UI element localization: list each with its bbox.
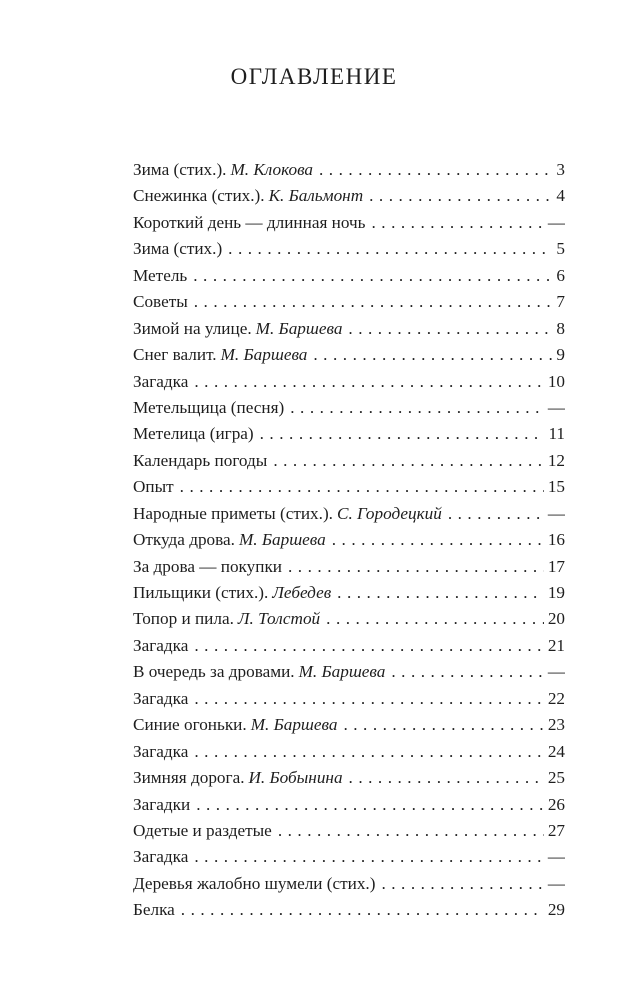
entry-title: За дрова — покупки <box>133 556 283 576</box>
entry-title: Пильщики (стих.). <box>133 583 269 602</box>
toc-entry <box>133 369 565 395</box>
toc-entry <box>133 342 565 368</box>
entry-title: Загадки <box>133 794 191 814</box>
entry-title: Зимой на улице. <box>133 318 252 338</box>
dot-leader <box>381 871 543 897</box>
dot-leader <box>228 236 552 262</box>
toc-entry <box>133 210 565 236</box>
entry-title: Метель <box>133 265 188 285</box>
entry-title: Зима (стих.) <box>133 239 223 259</box>
entry-page: 15 <box>547 477 565 497</box>
toc-entry <box>133 395 565 421</box>
toc-entry <box>133 580 565 606</box>
entry-author: М. Баршева <box>298 662 386 682</box>
entry-title: Белка <box>133 900 175 920</box>
toc-entry <box>133 554 565 580</box>
entry-title: Загадка <box>133 688 189 708</box>
entry-page: 29 <box>547 900 565 920</box>
entry-author: М. Баршева <box>220 345 308 365</box>
entry-page: 9 <box>556 345 565 365</box>
entry-page: — <box>547 397 565 417</box>
dot-leader <box>288 554 544 580</box>
entry-page: 3 <box>556 160 565 179</box>
toc-entry <box>133 527 565 553</box>
dot-leader <box>193 263 552 289</box>
entry-title: Календарь погоды <box>133 450 268 470</box>
entry-author: Л. Толстой <box>237 609 321 629</box>
dot-leader <box>194 369 543 395</box>
page-title: ОГЛАВЛЕНИЕ <box>230 64 398 89</box>
entry-page: 10 <box>547 371 565 391</box>
dot-leader <box>371 210 543 236</box>
toc-entry <box>133 897 565 923</box>
entry-page: 19 <box>547 583 565 602</box>
dot-leader <box>349 765 544 791</box>
entry-title: Народные приметы (стих.). <box>133 503 333 523</box>
dot-leader <box>290 395 544 421</box>
entry-page: 27 <box>547 820 565 840</box>
entry-page: 7 <box>556 292 565 312</box>
entry-page: 12 <box>547 450 565 470</box>
entry-author: И. Бобынина <box>248 768 343 788</box>
toc-entry <box>133 659 565 685</box>
toc-entry <box>133 818 565 844</box>
toc-entry <box>133 183 565 209</box>
entry-page: 16 <box>547 530 565 550</box>
entry-title: Одетые и раздетые <box>133 820 272 840</box>
toc-entry <box>133 606 565 632</box>
entry-page: 8 <box>556 318 565 338</box>
toc-entry <box>133 633 565 659</box>
entry-page: — <box>547 212 565 232</box>
toc-entry <box>133 765 565 791</box>
toc-entry <box>133 844 565 870</box>
dot-leader <box>391 659 543 685</box>
entry-page: 21 <box>547 635 565 655</box>
dot-leader <box>319 157 552 183</box>
entry-title: Советы <box>133 292 188 312</box>
entry-title: Опыт <box>133 477 174 497</box>
entry-author: М. Клокова <box>230 160 314 179</box>
toc-entry <box>133 501 565 527</box>
toc-entry <box>133 157 565 183</box>
toc-entry <box>133 739 565 765</box>
dot-leader <box>194 844 543 870</box>
entry-title: Снежинка (стих.). <box>133 186 265 206</box>
toc-entry <box>133 686 565 712</box>
entry-title: Метельщица (песня) <box>133 397 285 417</box>
entry-page: 17 <box>547 556 565 576</box>
toc-entry <box>133 316 565 342</box>
entry-title: Загадка <box>133 741 189 761</box>
entry-title: Деревья жалобно шумели (стих.) <box>133 873 376 893</box>
dot-leader <box>326 606 544 632</box>
table-of-contents <box>133 157 565 924</box>
toc-entry <box>133 474 565 500</box>
entry-page: 24 <box>547 741 565 761</box>
entry-author: К. Бальмонт <box>268 186 364 206</box>
dot-leader <box>343 712 543 738</box>
entry-page: — <box>547 873 565 893</box>
entry-page: 6 <box>556 265 565 285</box>
dot-leader <box>313 342 552 368</box>
toc-entry <box>133 792 565 818</box>
dot-leader <box>337 580 544 606</box>
entry-page: 23 <box>547 715 565 735</box>
entry-title: Зима (стих.). <box>133 160 227 179</box>
dot-leader <box>194 289 553 315</box>
entry-page: 20 <box>547 609 565 629</box>
entry-author: С. Городецкий <box>336 503 442 523</box>
entry-page: 26 <box>547 794 565 814</box>
entry-title: Загадка <box>133 847 189 867</box>
entry-title: Синие огоньки. <box>133 715 247 735</box>
entry-page: 25 <box>547 768 565 788</box>
dot-leader <box>260 421 545 447</box>
entry-title: Загадка <box>133 371 189 391</box>
dot-leader <box>448 501 544 527</box>
entry-title: Метелица (игра) <box>133 424 254 444</box>
entry-page: 22 <box>547 688 565 708</box>
entry-title: Загадка <box>133 635 189 655</box>
entry-title: Откуда дрова. <box>133 530 235 550</box>
toc-entry <box>133 289 565 315</box>
dot-leader <box>194 633 543 659</box>
entry-title: В очередь за дровами. <box>133 662 295 682</box>
entry-author: Лебедев <box>272 583 332 602</box>
entry-page: 11 <box>548 424 565 444</box>
entry-page: 4 <box>556 186 565 206</box>
toc-entry <box>133 263 565 289</box>
entry-page: — <box>547 662 565 682</box>
entry-title: Короткий день — длинная ночь <box>133 212 366 232</box>
entry-page: — <box>547 503 565 523</box>
dot-leader <box>180 474 544 500</box>
dot-leader <box>181 897 544 923</box>
toc-entry <box>133 421 565 447</box>
dot-leader <box>273 448 543 474</box>
entry-title: Снег валит. <box>133 345 217 365</box>
dot-leader <box>348 316 552 342</box>
dot-leader <box>196 792 544 818</box>
dot-leader <box>369 183 552 209</box>
toc-entry <box>133 712 565 738</box>
dot-leader <box>332 527 544 553</box>
dot-leader <box>194 686 543 712</box>
dot-leader <box>278 818 544 844</box>
toc-entry <box>133 448 565 474</box>
entry-page: 5 <box>556 239 565 259</box>
toc-entry <box>133 236 565 262</box>
entry-page: — <box>547 847 565 867</box>
entry-title: Зимняя дорога. <box>133 768 245 788</box>
entry-title: Топор и пила. <box>133 609 234 629</box>
toc-entry <box>133 871 565 897</box>
entry-author: М. Баршева <box>238 530 326 550</box>
entry-author: М. Баршева <box>255 318 343 338</box>
entry-author: М. Баршева <box>250 715 338 735</box>
dot-leader <box>194 739 543 765</box>
